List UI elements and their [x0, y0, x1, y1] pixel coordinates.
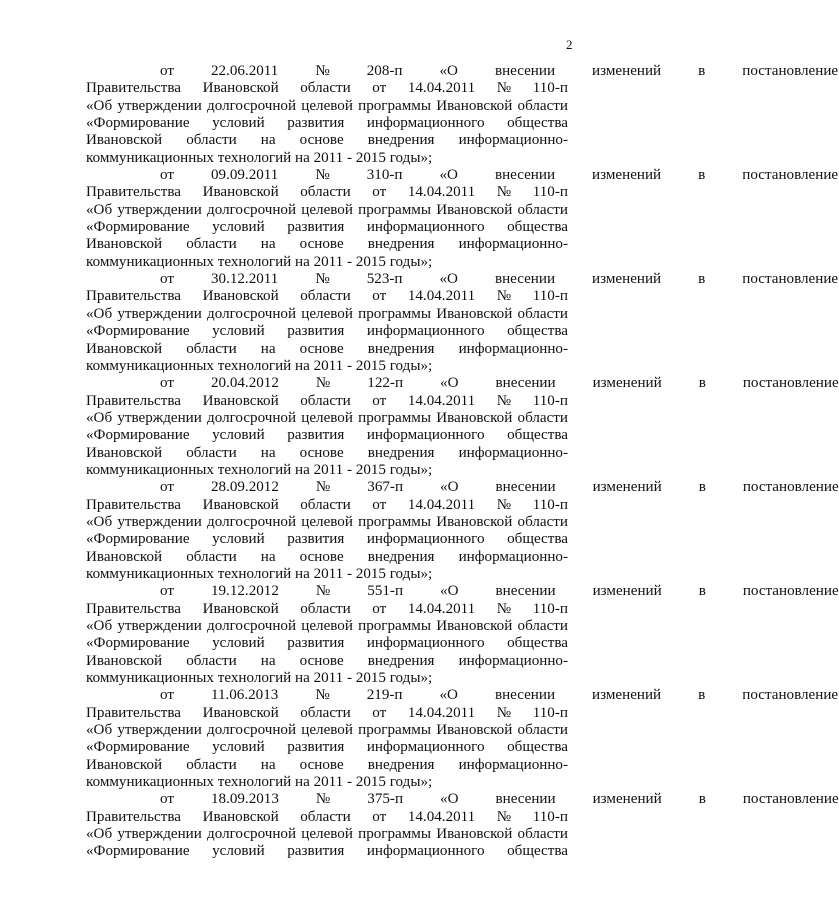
amendment-paragraph	[86, 791, 839, 860]
document-body	[86, 63, 839, 861]
paragraph-line: «Об утверждении долгосрочной целевой программы Ивановской области	[86, 722, 568, 739]
paragraph-line: от 28.09.2012 № 367-п «О внесении изменений в постановление	[160, 479, 839, 496]
paragraph-line: Правительства Ивановской области от 14.04.2011 № 110-п	[86, 288, 568, 305]
paragraph-line: от 22.06.2011 № 208-п «О внесении изменений в постановление	[160, 63, 839, 79]
paragraph-line: коммуникационных технологий на 2011 - 2015 годы»;	[86, 670, 433, 687]
paragraph-line: коммуникационных технологий на 2011 - 2015 годы»;	[86, 253, 433, 270]
paragraph-line: коммуникационных технологий на 2011 - 2015 годы»;	[86, 357, 433, 374]
paragraph-line: «Об утверждении долгосрочной целевой программы Ивановской области	[86, 513, 568, 530]
paragraph-line: Ивановской области на основе внедрения информационно-	[86, 756, 568, 773]
paragraph-line: Правительства Ивановской области от 14.04.2011 № 110-п	[86, 704, 568, 721]
paragraph-line: «Формирование условий развития информационного общества	[86, 427, 568, 444]
paragraph-line: Ивановской области на основе внедрения информационно-	[86, 652, 568, 669]
paragraph-line: «Формирование условий развития информационного общества	[86, 531, 568, 548]
paragraph-line: от 18.09.2013 № 375-п «О внесении изменений в постановление	[160, 791, 839, 808]
paragraph-line: Правительства Ивановской области от 14.04.2011 № 110-п	[86, 808, 568, 825]
paragraph-line: от 20.04.2012 № 122-п «О внесении изменений в постановление	[160, 375, 839, 392]
amendment-paragraph	[86, 583, 839, 687]
paragraph-line: Ивановской области на основе внедрения информационно-	[86, 548, 568, 565]
paragraph-line: Ивановской области на основе внедрения информационно-	[86, 340, 568, 357]
paragraph-line: Правительства Ивановской области от 14.04.2011 № 110-п	[86, 496, 568, 513]
paragraph-line: «Об утверждении долгосрочной целевой программы Ивановской области	[86, 97, 568, 114]
amendment-paragraph	[86, 63, 839, 167]
paragraph-line: Ивановской области на основе внедрения информационно-	[86, 132, 568, 149]
paragraph-line: «Формирование условий развития информационного общества	[86, 739, 568, 756]
paragraph-line: «Формирование условий развития информационного общества	[86, 843, 568, 860]
paragraph-line: от 11.06.2013 № 219-п «О внесении изменений в постановление	[160, 687, 839, 704]
amendment-paragraph	[86, 271, 839, 375]
paragraph-line: коммуникационных технологий на 2011 - 2015 годы»;	[86, 461, 433, 478]
paragraph-line: коммуникационных технологий на 2011 - 2015 годы»;	[86, 565, 433, 582]
paragraph-line: коммуникационных технологий на 2011 - 2015 годы»;	[86, 774, 433, 791]
paragraph-line: Правительства Ивановской области от 14.04.2011 № 110-п	[86, 80, 568, 97]
paragraph-line: Правительства Ивановской области от 14.04.2011 № 110-п	[86, 184, 568, 201]
amendment-paragraph	[86, 479, 839, 583]
amendment-paragraph	[86, 687, 839, 791]
paragraph-line: «Об утверждении долгосрочной целевой программы Ивановской области	[86, 305, 568, 322]
paragraph-line: Ивановской области на основе внедрения информационно-	[86, 236, 568, 253]
paragraph-line: Ивановской области на основе внедрения информационно-	[86, 444, 568, 461]
page-number: 2	[566, 37, 573, 52]
amendment-paragraph	[86, 167, 839, 271]
paragraph-line: от 30.12.2011 № 523-п «О внесении изменений в постановление	[160, 271, 839, 288]
paragraph-line: коммуникационных технологий на 2011 - 2015 годы»;	[86, 149, 433, 166]
paragraph-line: «Формирование условий развития информационного общества	[86, 115, 568, 132]
paragraph-line: от 09.09.2011 № 310-п «О внесении изменений в постановление	[160, 167, 839, 184]
paragraph-line: Правительства Ивановской области от 14.04.2011 № 110-п	[86, 392, 568, 409]
paragraph-line: «Формирование условий развития информационного общества	[86, 219, 568, 236]
paragraph-line: «Об утверждении долгосрочной целевой программы Ивановской области	[86, 618, 568, 634]
paragraph-line: «Об утверждении долгосрочной целевой программы Ивановской области	[86, 409, 568, 426]
paragraph-line: «Формирование условий развития информационного общества	[86, 635, 568, 652]
paragraph-line: «Формирование условий развития информационного общества	[86, 323, 568, 340]
amendment-paragraph	[86, 375, 839, 479]
paragraph-line: «Об утверждении долгосрочной целевой программы Ивановской области	[86, 201, 568, 218]
paragraph-line: Правительства Ивановской области от 14.04.2011 № 110-п	[86, 600, 568, 617]
paragraph-line: «Об утверждении долгосрочной целевой программы Ивановской области	[86, 826, 568, 843]
paragraph-line: от 19.12.2012 № 551-п «О внесении изменений в постановление	[160, 583, 839, 600]
